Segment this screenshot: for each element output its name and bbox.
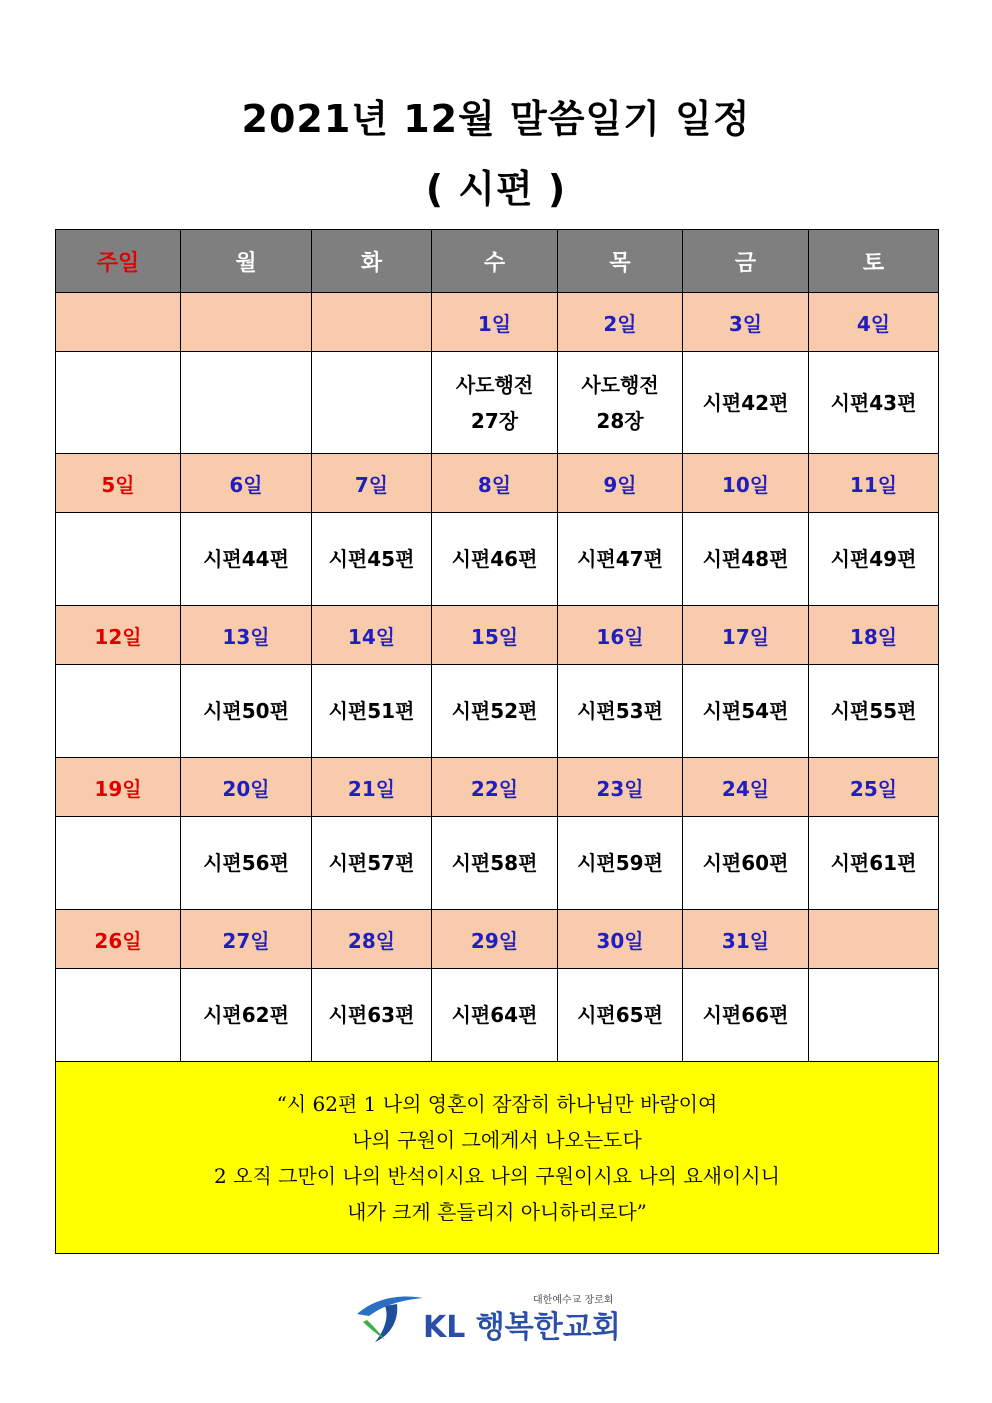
date-cell: 1일: [432, 293, 558, 352]
reading-cell: 시편48편: [683, 513, 809, 606]
date-cell: 5일: [56, 454, 181, 513]
reading-cell: 시편58편: [432, 817, 558, 910]
logo-subtext: 대한예수교 장로회: [533, 1295, 614, 1306]
church-cross-logo-icon: [355, 1292, 425, 1344]
reading-cell: 시편61편: [809, 817, 939, 910]
reading-cell: [312, 352, 432, 454]
date-cell: [312, 293, 432, 352]
date-row: [56, 758, 939, 817]
date-row: [56, 293, 939, 352]
date-cell: 15일: [432, 606, 558, 665]
reading-cell: [56, 513, 181, 606]
date-cell: 27일: [181, 910, 312, 969]
reading-cell: [56, 665, 181, 758]
date-cell: 3일: [683, 293, 809, 352]
date-cell: 16일: [558, 606, 683, 665]
date-cell: 7일: [312, 454, 432, 513]
date-row: [56, 606, 939, 665]
date-cell: 19일: [56, 758, 181, 817]
date-cell: 11일: [809, 454, 939, 513]
date-cell: 20일: [181, 758, 312, 817]
reading-cell: 시편46편: [432, 513, 558, 606]
page-subtitle: ( 시편 ): [425, 167, 567, 211]
date-cell: 10일: [683, 454, 809, 513]
reading-cell: [809, 969, 939, 1062]
quote-line: 나의 구원이 그에게서 나오는도다: [352, 1127, 642, 1152]
reading-cell: 시편65편: [558, 969, 683, 1062]
date-cell: 8일: [432, 454, 558, 513]
weekday-header: 주일: [56, 230, 181, 293]
quote-line: “시 62편 1 나의 영혼이 잠잠히 하나님만 바람이여: [276, 1091, 718, 1116]
reading-cell: 시편64편: [432, 969, 558, 1062]
date-cell: 29일: [432, 910, 558, 969]
date-cell: 17일: [683, 606, 809, 665]
reading-row: [56, 513, 939, 606]
reading-cell: 시편43편: [809, 352, 939, 454]
weekday-header: 금: [683, 230, 809, 293]
reading-cell: 시편42편: [683, 352, 809, 454]
date-cell: 13일: [181, 606, 312, 665]
reading-row: [56, 352, 939, 454]
scripture-quote: [56, 1062, 939, 1254]
reading-cell: 시편52편: [432, 665, 558, 758]
date-cell: 18일: [809, 606, 939, 665]
reading-cell: 시편54편: [683, 665, 809, 758]
logo-church-name: KL 행복한교회: [423, 1310, 621, 1345]
reading-cell: 시편60편: [683, 817, 809, 910]
weekday-header-row: [56, 230, 939, 293]
quote-line: 2 오직 그만이 나의 반석이시요 나의 구원이시요 나의 요새이시니: [214, 1163, 780, 1188]
weekday-header: 수: [432, 230, 558, 293]
date-cell: 22일: [432, 758, 558, 817]
reading-cell: [56, 817, 181, 910]
church-logo: [355, 1288, 645, 1348]
date-cell: 14일: [312, 606, 432, 665]
reading-row: [56, 817, 939, 910]
weekday-header: 목: [558, 230, 683, 293]
reading-cell: 시편51편: [312, 665, 432, 758]
reading-cell: [56, 352, 181, 454]
reading-cell: [558, 352, 683, 454]
date-row: [56, 454, 939, 513]
date-cell: 28일: [312, 910, 432, 969]
reading-row: [56, 969, 939, 1062]
reading-cell: 시편59편: [558, 817, 683, 910]
date-cell: 26일: [56, 910, 181, 969]
reading-cell: 시편66편: [683, 969, 809, 1062]
date-cell: 30일: [558, 910, 683, 969]
reading-row: [56, 665, 939, 758]
reading-cell: 시편47편: [558, 513, 683, 606]
quote-row: [56, 1062, 939, 1254]
reading-line: 사도행전: [455, 372, 534, 397]
reading-line: 28장: [596, 408, 644, 433]
date-cell: 24일: [683, 758, 809, 817]
quote-line: 내가 크게 흔들리지 아니하리로다”: [347, 1199, 647, 1224]
date-cell: 31일: [683, 910, 809, 969]
reading-cell: [432, 352, 558, 454]
date-cell: 9일: [558, 454, 683, 513]
date-cell: 2일: [558, 293, 683, 352]
reading-cell: 시편53편: [558, 665, 683, 758]
date-cell: 25일: [809, 758, 939, 817]
reading-cell: [181, 352, 312, 454]
reading-cell: 시편55편: [809, 665, 939, 758]
weekday-header: 화: [312, 230, 432, 293]
date-cell: 4일: [809, 293, 939, 352]
reading-cell: 시편50편: [181, 665, 312, 758]
reading-cell: 시편56편: [181, 817, 312, 910]
date-cell: [56, 293, 181, 352]
calendar-table: [55, 229, 939, 1254]
date-cell: 12일: [56, 606, 181, 665]
reading-cell: [56, 969, 181, 1062]
page-title: 2021년 12월 말씀일기 일정: [241, 97, 751, 141]
date-cell: 21일: [312, 758, 432, 817]
reading-cell: 시편57편: [312, 817, 432, 910]
date-cell: 6일: [181, 454, 312, 513]
weekday-header: 토: [809, 230, 939, 293]
reading-line: 27장: [470, 408, 519, 433]
reading-cell: 시편49편: [809, 513, 939, 606]
reading-cell: 시편45편: [312, 513, 432, 606]
reading-line: 사도행전: [581, 372, 659, 397]
reading-cell: 시편63편: [312, 969, 432, 1062]
reading-cell: 시편44편: [181, 513, 312, 606]
date-cell: [809, 910, 939, 969]
reading-cell: 시편62편: [181, 969, 312, 1062]
weekday-header: 월: [181, 230, 312, 293]
date-row: [56, 910, 939, 969]
date-cell: 23일: [558, 758, 683, 817]
date-cell: [181, 293, 312, 352]
